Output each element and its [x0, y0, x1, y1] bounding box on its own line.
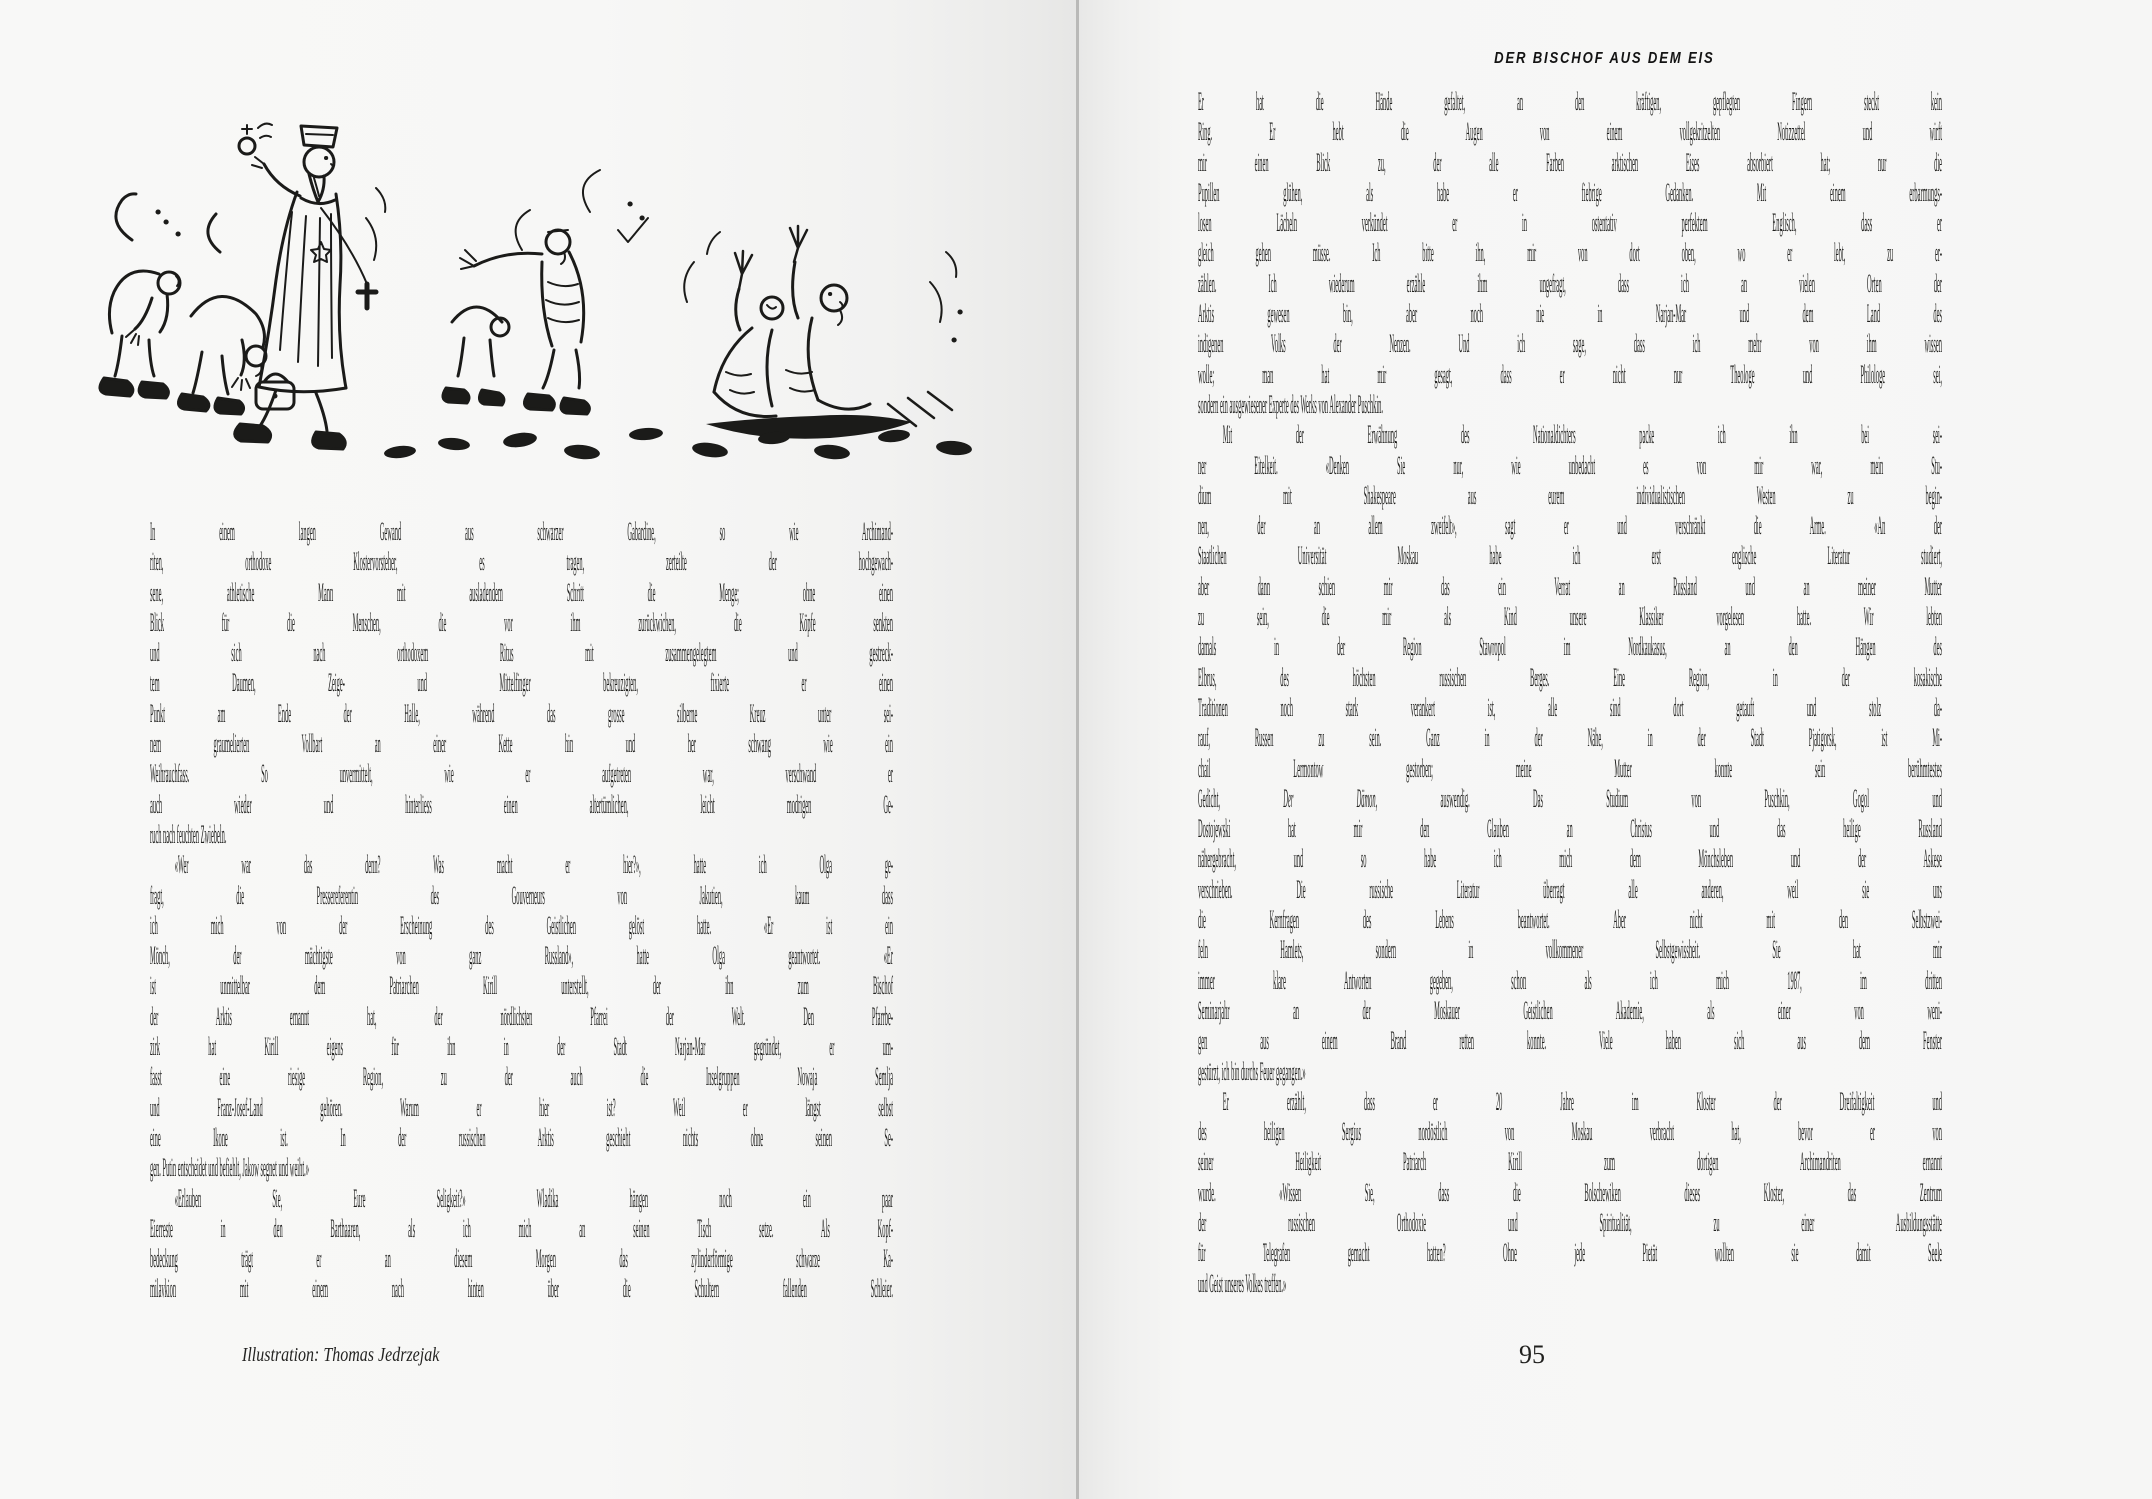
text-line: chail Lermontow gestorben; meine Mutter konnte sein berühmtestes	[1198, 753, 1942, 783]
text-line: Dostojewski hat mir den Glauben an Christus und das heilige Russland	[1198, 814, 1942, 844]
text-line: der Arktis ernannt hat, der nördlichsten Pfarrei der Welt. Den Pfarrbe-	[150, 1001, 893, 1031]
text-line: für Telegrafen gemacht hatten? Ohne jede Pietät wollten sie damit Seele	[1198, 1238, 1942, 1268]
text-line: Arktis gewesen bin, aber noch nie in Narjan-Mar und dem Land des	[1198, 299, 1942, 329]
text-line: ner Eitelkeit. «Denken Sie nur, wie unbedacht es von mir war, mein Stu-	[1198, 450, 1942, 480]
text-line: wolle; man hat mir gesagt, dass er nicht nur Theologe und Philologe sei,	[1198, 359, 1942, 389]
text-line: und Geist unseres Volkes treffen.»	[1198, 1268, 1287, 1298]
text-line: tem Daumen, Zeige- und Mittelfinger bekreuzigten, fixierte er einen	[150, 668, 893, 698]
text-line: Pupillen glühen, als habe er fiebrige Gedanken. Mit einem erbarmungs-	[1198, 177, 1942, 207]
running-header-text: DER BISCHOF AUS DEM EIS	[1493, 50, 1715, 67]
text-line: gestürzt, ich bin durchs Feuer gegangen.»	[1198, 1056, 1306, 1086]
text-line: milavkion mit einem nach hinten über die Schultern fallenden Schleier.	[150, 1274, 893, 1304]
illustration-credit	[242, 1344, 489, 1367]
text-line: bedeckung trägt er an diesem Morgen das zylinderförmige schwarze Ka-	[150, 1244, 893, 1274]
right-page-text-column	[1198, 87, 1942, 1299]
text-line: auch wieder und hinterliess einen altertümlichen, leicht modrigen Ge-	[150, 789, 893, 819]
text-line: Traditionen noch stark verankert ist, alle sind dort getauft und stolz da-	[1198, 692, 1942, 722]
figure-bowing-deep	[178, 214, 294, 414]
text-line: damals in der Region Stawropol im Nordkaukasus, an den Hängen des	[1198, 632, 1942, 662]
text-line: Punkt am Ende der Halle, während das grosse silberne Kreuz unter sei-	[150, 698, 893, 728]
left-page-text-column	[150, 517, 893, 1305]
text-line: Mönch, der mächtigste von ganz Russland», hatte Olga geantwortet. «Er	[150, 941, 893, 971]
figures-kneeling-shocked	[684, 226, 960, 439]
text-line: Er erzählt, dass er 20 Jahre im Kloster der Dreifaltigkeit und	[1222, 1086, 1942, 1116]
page-number: 95	[1519, 1340, 1545, 1369]
text-line: verschrieben. Die russische Literatur überragt alle anderen, weil sie uns	[1198, 874, 1942, 904]
figure-small-bowing	[443, 210, 530, 405]
text-line: Mit der Erwähnung des Nationaldichters packe ich ihn bei sei-	[1222, 420, 1942, 450]
text-line: losen Lächeln verkündet er in ostentativ perfektem Englisch, dass er	[1198, 208, 1942, 238]
text-line: die Kernfragen des Lebens beantwortet. Aber nicht mit den Selbstzwei-	[1198, 905, 1942, 935]
text-line: mir einen Blick zu, der alle Farben arktischen Eises absorbiert hat; nur die	[1198, 147, 1942, 177]
text-line: gen. Putin entscheidet und befiehlt, Jakow segnet und weiht.»	[150, 1153, 309, 1183]
text-line: «Erlauben Sie, Eure Seligkeit?» Wladika hängen noch ein paar	[174, 1183, 893, 1213]
text-line: eine Ikone ist. In der russischen Arktis geschieht nichts ohne seinen Se-	[150, 1122, 893, 1152]
text-line: ist unmittelbar dem Patriarchen Kirill unterstellt, der ihn zum Bischof	[150, 971, 893, 1001]
text-line: zirk hat Kirill eigens für ihn in der Stadt Narjan-Mar gegründet, er um-	[150, 1032, 893, 1062]
text-line: nem graumelierten Vollbart an einer Kette hin und her schwang wie ein	[150, 729, 893, 759]
text-line: «Wer war das denn? Was macht er hier?», hatte ich Olga ge-	[174, 850, 893, 880]
text-line: gen aus einem Brand retten konnte. Viele haben sich aus dem Fenster	[1198, 1026, 1942, 1056]
illustration-credit-text: Illustration: Thomas Jedrzejak	[242, 1344, 440, 1366]
running-header	[1232, 50, 1976, 68]
text-line: sene, athletische Mann mit ausladendem Schritt die Menge; ohne einen	[150, 577, 893, 607]
footprints	[383, 427, 972, 461]
text-line: Ring. Er hebt die Augen von einem vollgekritzelten Notizzettel und wirft	[1198, 117, 1942, 147]
text-line: ruch nach feuchten Zwiebeln.	[150, 819, 227, 849]
text-line: und Franz-Josef-Land gehören. Warum er hier ist? Weil er längst selbst	[150, 1092, 893, 1122]
text-line: und sich nach orthodoxem Ritus mit zusammengelegtem und gestreck-	[150, 638, 893, 668]
ink-cartoon-illustration	[70, 100, 1010, 470]
text-line: ich mich von der Erscheinung des Geistlichen gelöst hatte. «Er ist ein	[150, 910, 893, 940]
text-line: rauf, Russen zu sein. Ganz in der Nähe, in der Stadt Pjatigorsk, ist Mi-	[1198, 723, 1942, 753]
figure-bowing-left	[100, 194, 180, 398]
text-line: nähergebracht, und so habe ich mich dem Mönchsleben und der Askese	[1198, 844, 1942, 874]
text-line: zu sein, die mir als Kind unsere Klassiker vorgelesen hatte. Wir lebten	[1198, 602, 1942, 632]
figure-pointing	[460, 170, 648, 414]
text-line: gleich gehen müsse. Ich bitte ihn, mir von dort oben, wo er lebt, zu er-	[1198, 238, 1942, 268]
text-line: Staatlichen Universität Moskau habe ich erst englische Literatur studiert,	[1198, 541, 1942, 571]
text-line: Weihrauchfass. So unvermittelt, wie er aufgetreten war, verschwand er	[150, 759, 893, 789]
text-line: sondern ein ausgewiesener Experte des Werks von Alexander Puschkin.	[1198, 389, 1383, 419]
text-line: indigenen Volks der Nenzen. Und ich sage, dass ich mehr von ihm wissen	[1198, 329, 1942, 359]
text-line: fragt, die Pressereferentin des Gouverneurs von Jakutien, kaum dass	[150, 880, 893, 910]
text-line: Gedicht, Der Dämon, auswendig. Das Studium von Puschkin, Gogol und	[1198, 783, 1942, 813]
text-line: immer klare Antworten gegeben, schon als ich mich 1987, im dritten	[1198, 965, 1942, 995]
text-line: Seminarjahr an der Moskauer Geistlichen Akademie, als einer von weni-	[1198, 995, 1942, 1025]
text-line: nen, der an allem zweifelt», sagt er und verschränkt die Arme. «An der	[1198, 511, 1942, 541]
text-line: riten, orthodoxe Klostervorsteher, es tragen, zerteilte der hochgewach-	[150, 547, 893, 577]
text-line: des heiligen Sergius nordöstlich von Moskau verbracht hat, bevor er von	[1198, 1117, 1942, 1147]
text-line: dium mit Shakespeare aus eurem individualistischen Westen zu begin-	[1198, 480, 1942, 510]
text-line: Er hat die Hände gefaltet, an den kräftigen, gepflegten Fingern steckt kein	[1198, 87, 1942, 116]
text-line: Blick für die Menschen, die vor ihm zurückwichen, die Köpfe senkten	[150, 607, 893, 637]
text-line: seiner Heiligkeit Patriarch Kirill zum dortigen Archimandriten ernannt	[1198, 1147, 1942, 1177]
text-line: der russischen Orthodoxie und Spiritualität, zu einer Ausbildungsstätte	[1198, 1207, 1942, 1237]
text-line: Eierreste in den Barthaaren, als ich mich an seinen Tisch setze. Als Kopf-	[150, 1213, 893, 1243]
text-line: zählen. Ich wiederum erzähle ihm ungefragt, dass ich an vielen Orten der	[1198, 268, 1942, 298]
text-line: Elbrus, des höchsten russischen Berges. Eine Region, in der kosakische	[1198, 662, 1942, 692]
text-line: fasst eine riesige Region, zu der auch die Inselgruppen Nowaja Semlja	[150, 1062, 893, 1092]
text-line: wurde. «Wissen Sie, dass die Bolschewiken dieses Kloster, das Zentrum	[1198, 1177, 1942, 1207]
text-line: In einem langen Gewand aus schwarzer Gabardine, so wie Archimand-	[150, 517, 893, 546]
text-line: feln Hamlets, sondern in vollkommener Selbstgewissheit. Sie hat mir	[1198, 935, 1942, 965]
text-line: aber dann schien mir das ein Verrat an Russland und an meiner Mutter	[1198, 571, 1942, 601]
